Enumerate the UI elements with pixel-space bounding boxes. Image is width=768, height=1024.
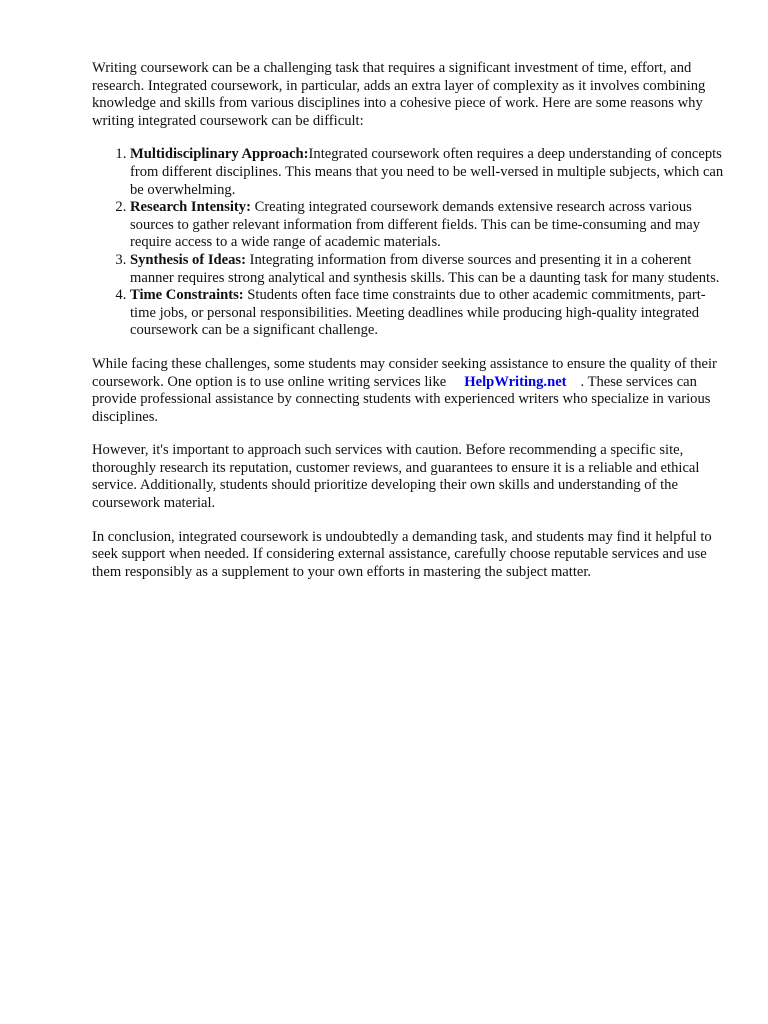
document-page — [92, 60, 728, 597]
reason-term: Research Intensity: — [130, 199, 251, 216]
helpwriting-link[interactable]: HelpWriting.net — [464, 373, 567, 390]
list-item — [130, 146, 728, 199]
reason-term: Multidisciplinary Approach: — [130, 146, 309, 163]
reason-text: Integrated coursework often requires a deep understanding of concepts from different disciplines. This means that you need to be well-versed in multiple subjects, which can be overwhelming. — [130, 146, 724, 198]
reason-text: Students often face time constraints due to other academic commitments, part-time jobs, or personal responsibilities. Meeting deadlines while producing high-quality integrated coursework can be a significant challenge. — [130, 287, 706, 339]
assistance-text-after-link: . These services can provide professional assistance by connecting students with experienced writers who specialize in various disciplines. — [92, 373, 711, 425]
list-item — [130, 287, 728, 340]
intro-paragraph: Writing coursework can be a challenging task that requires a significant investment of time, effort, and research. Integrated coursework, in particular, adds an extra layer of complexity as it involves combining knowledge and skills from various disciplines into a cohesive piece of work. Here are some reasons why writing integrated coursework can be difficult: — [92, 60, 706, 129]
assistance-text-before-link: While facing these challenges, some students may consider seeking assistance to ensure the quality of their coursework. One option is to use online writing services like — [92, 355, 717, 390]
reason-text: Creating integrated coursework demands extensive research across various sources to gather relevant information from different fields. This can be time-consuming and may require access to a wide range of academic materials. — [130, 199, 701, 251]
conclusion-paragraph: In conclusion, integrated coursework is undoubtedly a demanding task, and students may find it helpful to seek support when needed. If considering external assistance, carefully choose reputable services and use them responsibly as a supplement to your own efforts in mastering the subject matter. — [92, 528, 712, 580]
assistance-paragraph — [92, 356, 728, 426]
list-item — [130, 252, 728, 287]
list-item — [130, 199, 728, 252]
reason-text: Integrating information from diverse sources and presenting it in a coherent manner requires strong analytical and synthesis skills. This can be a daunting task for many students. — [130, 251, 720, 286]
reason-term: Time Constraints: — [130, 287, 244, 304]
reason-term: Synthesis of Ideas: — [130, 251, 246, 268]
reasons-list — [92, 146, 728, 340]
caution-paragraph: However, it's important to approach such services with caution. Before recommending a specific site, thoroughly research its reputation, customer reviews, and guarantees to ensure it is a reliable and ethical service. Additionally, students should prioritize developing their own skills and understanding of the coursework material. — [92, 442, 700, 512]
